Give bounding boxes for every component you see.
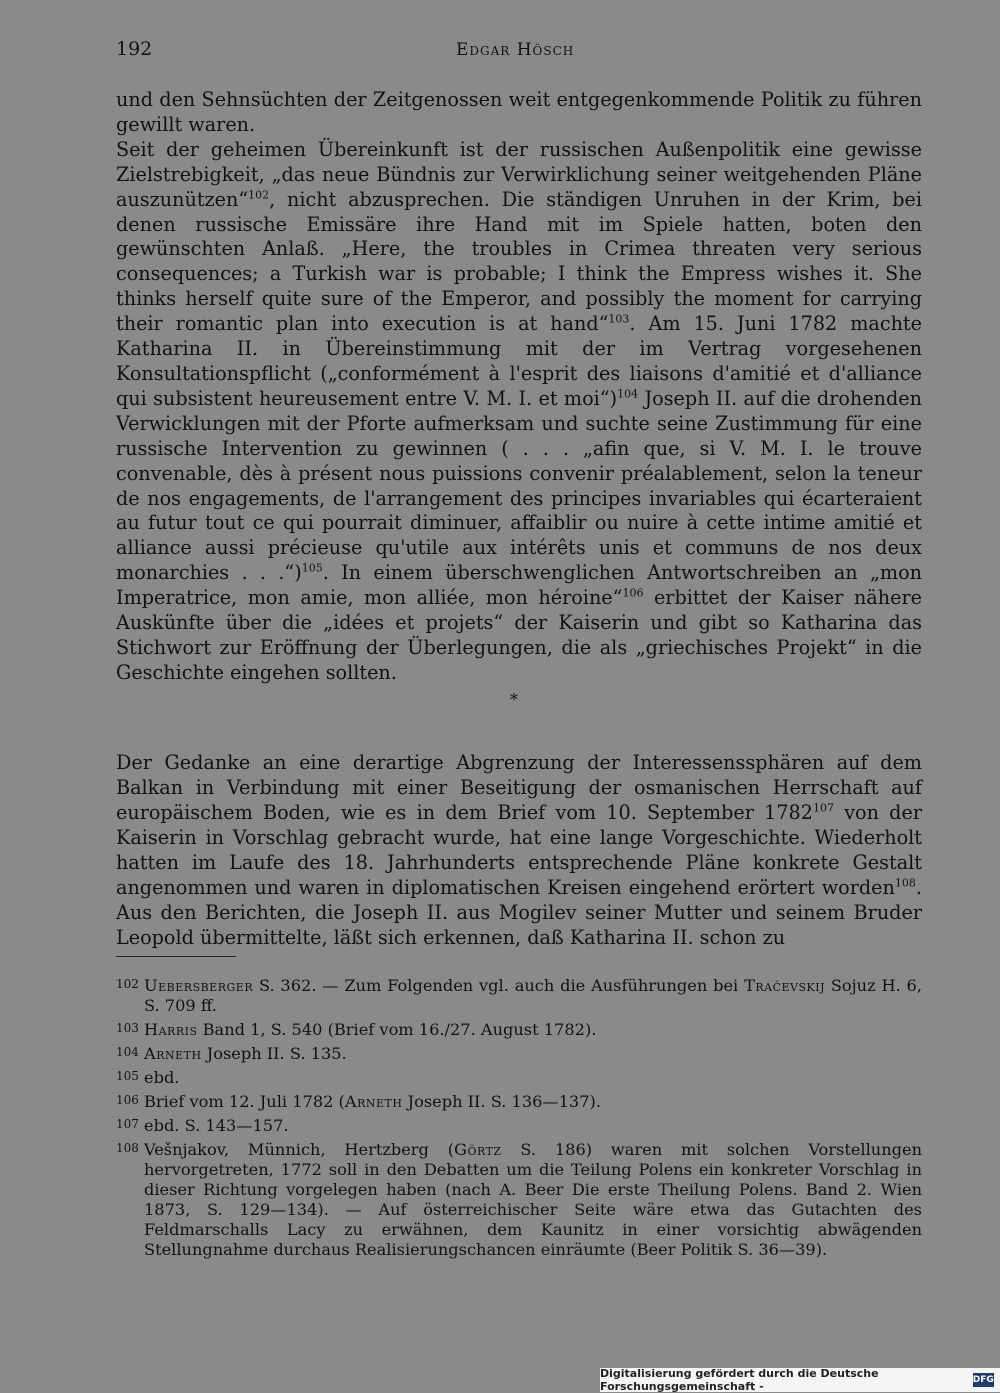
footnote-ref-102: 102 (248, 188, 270, 202)
footnote (116, 1116, 922, 1136)
footnote-ref-103: 103 (608, 312, 630, 326)
footnote-text: Brief vom 12. Juli 1782 (Arneth Joseph II. S. 136—137). (144, 1092, 601, 1111)
footnote-number: 105 (116, 1069, 139, 1083)
footnote-text: Arneth Joseph II. S. 135. (144, 1044, 347, 1063)
paragraph-1: und den Sehnsüchten der Zeitgenossen weit entgegenkommende Politik zu führen gewillt waren. (116, 88, 922, 136)
body-text (116, 88, 922, 686)
page-number: 192 (116, 38, 153, 60)
footnote-text: Harris Band 1, S. 540 (Brief vom 16./27. August 1782). (144, 1020, 597, 1039)
footnote-text: Uebersberger S. 362. — Zum Folgenden vgl. auch die Ausführungen bei Tračevskij Sojuz H. 6, S. 709 ff. (144, 976, 923, 1015)
footnote-text: Vešnjakov, Münnich, Hertzberg (Görtz S. 186) waren mit solchen Vorstellungen hervorgetreten, 1772 soll in den Debatten um die Teilung Polens ein konkreter Vorschlag in dieser Richtung vorgelegen haben (nach A. Beer Die erste Theilung Polens. Band 2. Wien 1873, S. 129—134). — Auf österreichischer Seite wäre etwa das Gutachten des Feldmarschalls Lacy zu erwähnen, dem Kaunitz in einer vorsichtig abwägenden Stellungnahme durchaus Realisierungschancen einräumte (Beer Politik S. 36—39). (144, 1140, 922, 1259)
footnote-ref-105: 105 (301, 561, 323, 575)
footnote-rule (116, 956, 236, 957)
footnote-number: 106 (116, 1093, 139, 1107)
footnote-ref-107: 107 (812, 801, 834, 815)
footnote-text: ebd. (144, 1068, 180, 1087)
footnote-number: 102 (116, 977, 139, 991)
running-head: Edgar Hösch (456, 40, 575, 60)
digitization-footer (600, 1368, 1000, 1392)
footnote-ref-104: 104 (617, 387, 639, 401)
footnote-number: 108 (116, 1141, 139, 1155)
footer-credit: Digitalisierung gefördert durch die Deutsche Forschungsgemeinschaft - (600, 1367, 879, 1393)
footnote-number: 104 (116, 1045, 139, 1059)
paragraph-3: Der Gedanke an eine derartige Abgrenzung der Interessenssphären auf dem Balkan in Verbindung mit einer Beseitigung der osmanischen Herrschaft auf europäischem Boden, wie es in dem Brief vom 10. September 1782$^{107}$ von der Kaiserin in Vorschlag gebracht wurde, hat eine lange Vorgeschichte. Wiederholt hatten im Laufe des 18. Jahrhunderts entsprechende Pläne konkrete Gestalt angenommen und waren in diplomatischen Kreisen eingehend erörtert worden$^{108}$. Aus den Berichten, die Joseph II. aus Mogilev seiner Mutter und seinem Bruder Leopold übermittelte, läßt sich erkennen, daß Katharina II. schon zu (116, 751, 922, 949)
footnote-ref-108: 108 (894, 876, 916, 890)
footnote (116, 1092, 922, 1112)
footnote-text: ebd. S. 143—157. (144, 1116, 289, 1135)
footnote (116, 976, 922, 1016)
footnote (116, 1020, 922, 1040)
footnote (116, 1140, 922, 1260)
footnote-number: 103 (116, 1021, 139, 1035)
section-separator: * (510, 690, 518, 709)
paragraph-2: Seit der geheimen Übereinkunft ist der russischen Außenpolitik eine gewisse Zielstrebigkeit, „das neue Bündnis zur Verwirklichung seiner weitgehenden Pläne auszunützen“$^{102}$, nicht abzusprechen. Die ständigen Unruhen in der Krim, bei denen russische Emissäre ihre Hand mit im Spiele hatten, boten den gewünschten Anlaß. „Here, the troubles in Crimea threaten very serious consequences; a Turkish war is probable; I think the Empress wishes it. She thinks herself quite sure of the Emperor, and possibly the moment for carrying their romantic plan into execution is at hand“$^{103}$. Am 15. Juni 1782 machte Katharina II. in Übereinstimmung mit der im Vertrag vorgesehenen Konsultationspflicht („conformément à l'esprit des liaisons d'amitié et d'alliance qui subsistent heureusement entre V. M. I. et moi“)$^{104}$ Joseph II. auf die drohenden Verwicklungen mit der Pforte aufmerksam und suchte seine Zustimmung für eine russische Intervention zu gewinnen ( . . . „afin que, si V. M. I. le trouve convenable, dès à présent nous puissions convenir préalablement, selon la teneur de nos engagements, de l'arrangement des principes invariables qui écarteraient au futur tout ce qui pourrait diminuer, affaiblir ou nuire à cette intime amitié et alliance aussi précieuse qu'utile aux intérêts unis et communs de nos deux monarchies . . .“)$^{105}$. In einem überschwenglichen Antwortschreiben an „mon Imperatrice, mon amie, mon alliée, mon héroine“$^{106}$ erbittet der Kaiser nähere Auskünfte über die „idées et projets“ der Kaiserin und gibt so Katharina das Stichwort zur Eröffnung der Überlegungen, die als „griechisches Projekt“ in die Geschichte eingehen sollten. (116, 137, 922, 684)
footnote-ref-106: 106 (622, 586, 644, 600)
dfg-logo-icon: DFG (972, 1375, 994, 1385)
footnote (116, 1068, 922, 1088)
page-header (116, 38, 916, 64)
body-text-section-2 (116, 732, 922, 970)
footnotes (116, 976, 922, 1264)
footnote (116, 1044, 922, 1064)
footnote-number: 107 (116, 1117, 139, 1131)
